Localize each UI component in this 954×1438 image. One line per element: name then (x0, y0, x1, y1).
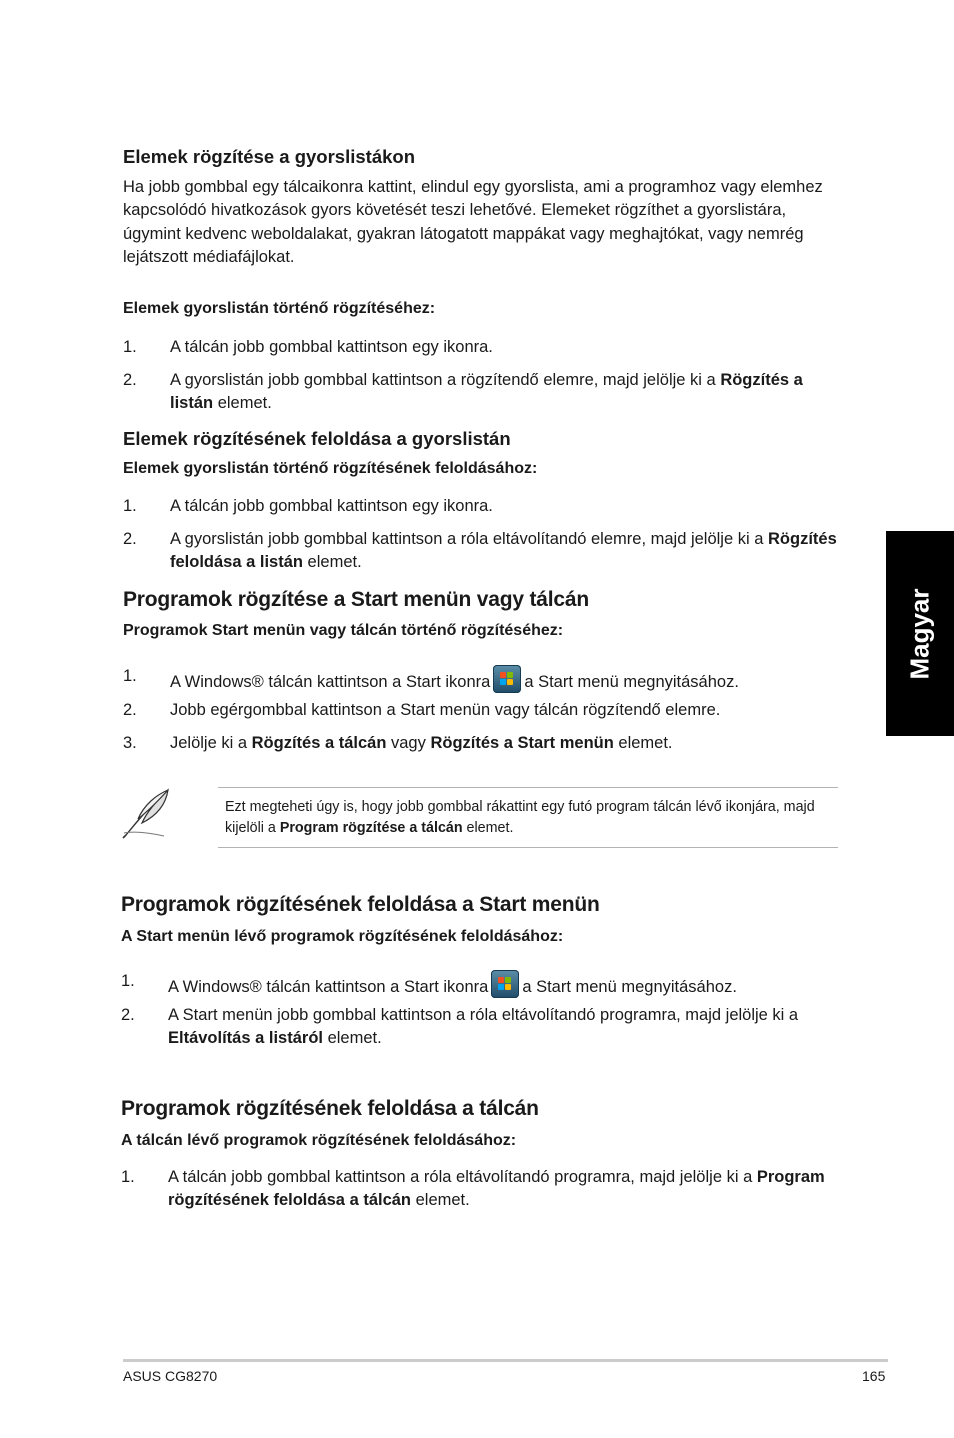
section-title-unpin-taskbar: Programok rögzítésének feloldása a tálcán (121, 1097, 539, 1120)
windows-start-orb-icon (493, 665, 521, 693)
section-paragraph: Ha jobb gombbal egy tálcaikonra kattint, elindul egy gyorslista, ami a programhoz vagy elemhez kapcsolódó hivatkozások gyors követését teszi lehetővé. Elemeket rögzíthet a gyorslistára, úgymint kedvenc weboldalakat, gyakran látogatott mappákat vagy meghajtókat, vagy nemrég lejátszott médiafájlokat. (123, 178, 823, 266)
section-title-unpin-start: Programok rögzítésének feloldása a Start menün (121, 893, 600, 916)
section-title-pin-programs: Programok rögzítése a Start menün vagy tálcán (123, 588, 589, 611)
page-number: 165 (862, 1368, 886, 1384)
note-divider-top (218, 787, 838, 788)
section-subtitle: Elemek gyorslistán történő rögzítéséhez: (123, 300, 436, 317)
section-subtitle: Elemek gyorslistán történő rögzítésének feloldásához: (123, 460, 538, 477)
section-title-unpin-jumplist: Elemek rögzítésének feloldása a gyorslistán (123, 428, 511, 449)
note-text: Ezt megteheti úgy is, hogy jobb gombbal rákattint egy futó program tálcán lévő ikonjára, majd kijelöli a Program rögzítése a tálcán elemet. (225, 799, 815, 836)
note-divider-bottom (218, 847, 838, 848)
section-subtitle: Programok Start menün vagy tálcán történő rögzítéséhez: (123, 622, 564, 639)
windows-start-orb-icon (491, 970, 519, 998)
section-title-pin-jumplist: Elemek rögzítése a gyorslistákon (123, 146, 416, 167)
footer-divider (123, 1359, 888, 1362)
section-subtitle: A tálcán lévő programok rögzítésének feloldásához: (121, 1132, 517, 1149)
footer-model: ASUS CG8270 (123, 1368, 218, 1384)
feather-pen-icon (120, 787, 174, 839)
language-side-tab (886, 531, 954, 736)
side-tab-label: Magyar (904, 587, 935, 680)
section-subtitle: A Start menün lévő programok rögzítésének feloldásához: (121, 928, 564, 945)
